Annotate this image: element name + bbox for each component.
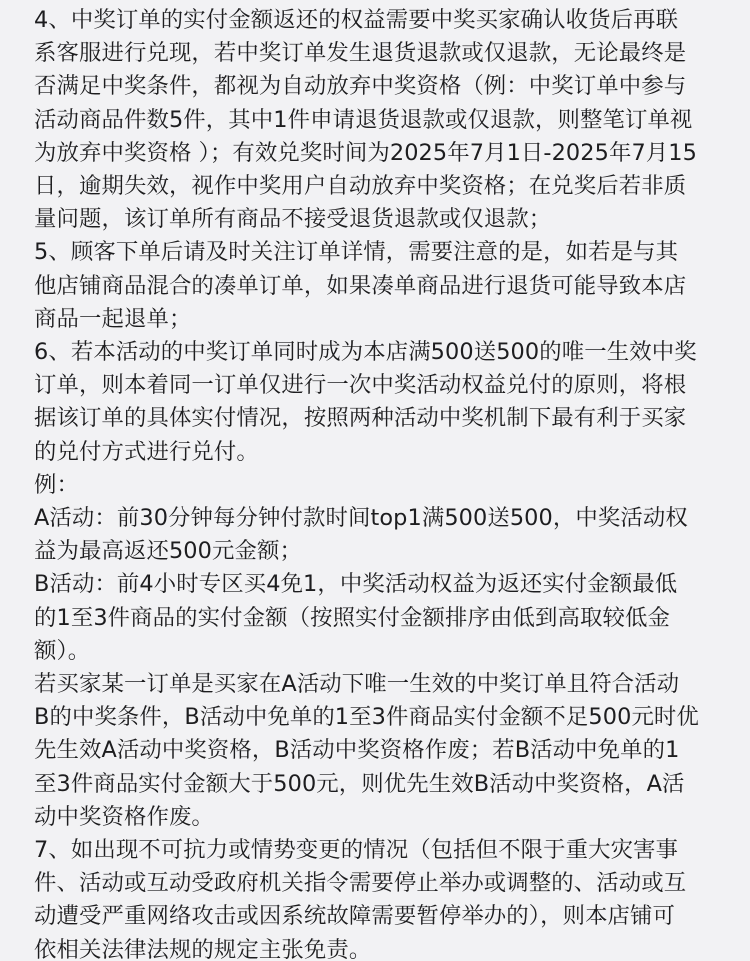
text-line: 活动商品件数5件，其中1件申请退货退款或仅退款，则整笔订单视 [34, 106, 693, 133]
text-line: 4、中奖订单的实付金额返还的权益需要中奖买家确认收货后再联 [34, 7, 679, 33]
text-line: 的兑付方式进行兑付。 [34, 438, 259, 465]
text-line: 例： [34, 471, 79, 498]
text-line: 依相关法律法规的规定主张免责。 [34, 936, 372, 961]
text-line: 商品一起退单； [34, 305, 192, 332]
text-line: 先生效A活动中奖资格，B活动中奖资格作废；若B活动中免单的1 [34, 737, 680, 764]
text-line: B的中奖条件，B活动中免单的1至3件商品实付金额不足500元时优 [34, 704, 699, 731]
text-line: B活动：前4小时专区买4免1，中奖活动权益为返还实付金额最低 [34, 571, 678, 598]
text-line: 6、若本活动的中奖订单同时成为本店满500送500的唯一生效中奖 [34, 339, 697, 366]
text-line: 件、活动或互动受政府机关指令需要停止举办或调整的、活动或互 [34, 870, 687, 897]
rule-paragraph [34, 668, 728, 834]
text-line: 若买家某一订单是买家在A活动下唯一生效的中奖订单且符合活动 [34, 671, 680, 698]
text-line: 否满足中奖条件，都视为自动放弃中奖资格（例：中奖订单中参与 [34, 73, 687, 100]
text-line: 动遭受严重网络攻击或因系统故障需要暂停举办的），则本店铺可 [34, 903, 676, 930]
text-line: 额）。 [34, 637, 91, 664]
rule-paragraph [34, 502, 728, 568]
rule-paragraph [34, 469, 728, 502]
text-line: 据该订单的具体实付情况，按照两种活动中奖机制下最有利于买家 [34, 405, 687, 432]
rule-paragraph [34, 4, 728, 236]
text-line: 的1至3件商品的实付金额（按照实付金额排序由低到高取较低金 [34, 604, 670, 631]
rule-paragraph [34, 336, 728, 469]
text-line: 为放弃中奖资格 ）；有效兑奖时间为2025年7月1日-2025年7月15 [34, 139, 697, 166]
rules-text [34, 4, 728, 961]
text-line: 动中奖资格作废。 [34, 803, 214, 830]
rule-paragraph [34, 568, 728, 668]
text-line: 7、如出现不可抗力或情势变更的情况（包括但不限于重大灾害事 [34, 837, 679, 864]
text-line: 日，逾期失效，视作中奖用户自动放弃中奖资格；在兑奖后若非质 [34, 173, 687, 200]
rule-paragraph [34, 236, 728, 336]
text-line: 他店铺商品混合的凑单订单，如果凑单商品进行退货可能导致本店 [34, 272, 687, 299]
text-line: 系客服进行兑现，若中奖订单发生退货退款或仅退款，无论最终是 [34, 40, 687, 67]
rule-paragraph [34, 834, 728, 961]
text-line: 至3件商品实付金额大于500元，则优先生效B活动中奖资格，A活 [34, 770, 685, 797]
text-line: 5、顾客下单后请及时关注订单详情，需要注意的是，如若是与其 [34, 239, 679, 266]
text-line: 订单，则本着同一订单仅进行一次中奖活动权益兑付的原则，将根 [34, 372, 687, 399]
text-line: 量问题，该订单所有商品不接受退货退款或仅退款； [34, 206, 552, 233]
text-line: A活动：前30分钟每分钟付款时间top1满500送500，中奖活动权 [34, 505, 688, 532]
text-line: 益为最高返还500元金额； [34, 538, 302, 565]
